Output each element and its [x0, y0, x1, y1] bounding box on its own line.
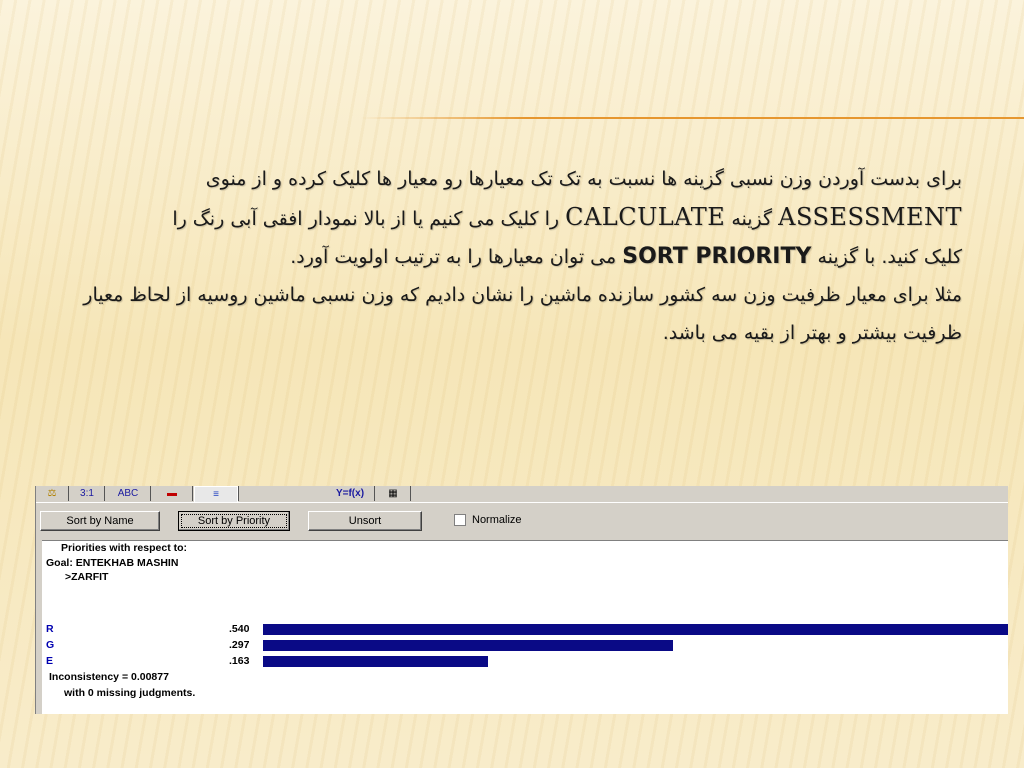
p1-line2a: گزینه: [725, 208, 779, 230]
tab-numerical[interactable]: 3:1: [70, 486, 105, 501]
tab-graphical[interactable]: ▬: [152, 486, 193, 501]
tab-strip: [36, 486, 1008, 503]
paragraph-1: [80, 160, 962, 276]
tab-formula[interactable]: Y=f(x): [326, 486, 375, 501]
sort-priority-term: SORT PRIORITY: [622, 244, 812, 269]
priorities-heading: Priorities with respect to:: [61, 542, 188, 554]
bar-value-e: .163: [229, 655, 250, 667]
priorities-panel: [42, 540, 1008, 714]
priority-bar-e: [263, 656, 488, 667]
bar-value-g: .297: [229, 639, 250, 651]
p1-line1: برای بدست آوردن وزن نسبی گزینه ها نسبت به تک تک معیارها رو معیار ها کلیک کرده و از منوی: [205, 168, 962, 190]
normalize-option[interactable]: [454, 514, 522, 526]
slide-text: [80, 160, 962, 352]
tab-priorities[interactable]: ≡: [194, 486, 238, 502]
assessment-menu-term: ASSESSMENT: [778, 203, 962, 231]
priority-bar-r: [263, 624, 1008, 635]
inconsistency-text: Inconsistency = 0.00877: [49, 671, 169, 683]
bar-label-r: R: [46, 623, 54, 635]
unsort-button[interactable]: Unsort: [308, 511, 422, 531]
sort-by-priority-button[interactable]: Sort by Priority: [178, 511, 290, 531]
normalize-label: Normalize: [472, 514, 522, 526]
normalize-checkbox[interactable]: [454, 514, 466, 526]
priority-bar-g: [263, 640, 673, 651]
tab-separator: [238, 486, 239, 501]
missing-judgments-text: with 0 missing judgments.: [64, 687, 196, 699]
sort-toolbar: [36, 504, 1008, 538]
calculate-term: CALCULATE: [565, 203, 726, 231]
paragraph-2: مثلا برای معیار ظرفیت وزن سه کشور سازنده ماشین را نشان دادیم که وزن نسبی ماشین روسیه از لحاظ معیار ظرفیت بیشتر و بهتر از بقیه می باشد.: [83, 284, 962, 344]
expert-choice-window: [35, 486, 1008, 714]
criterion-label: >ZARFIT: [65, 571, 109, 583]
p1-line3b: می توان معیارها را به ترتیب اولویت آورد.: [290, 246, 623, 268]
title-rule: [360, 117, 1024, 119]
p1-line3a: کلیک کنید. با گزینه: [811, 246, 962, 268]
bar-value-r: .540: [229, 623, 250, 635]
tab-scales-icon[interactable]: ⚖: [36, 486, 69, 501]
sort-by-name-button[interactable]: Sort by Name: [40, 511, 160, 531]
tab-verbal[interactable]: ABC: [106, 486, 151, 501]
tab-matrix[interactable]: ▦: [376, 486, 411, 501]
p1-line2b: را کلیک می کنیم یا از بالا نمودار افقی آبی رنگ را: [172, 208, 566, 230]
goal-label: Goal: ENTEKHAB MASHIN: [46, 557, 179, 569]
bar-label-g: G: [46, 639, 55, 651]
bar-label-e: E: [46, 655, 54, 667]
